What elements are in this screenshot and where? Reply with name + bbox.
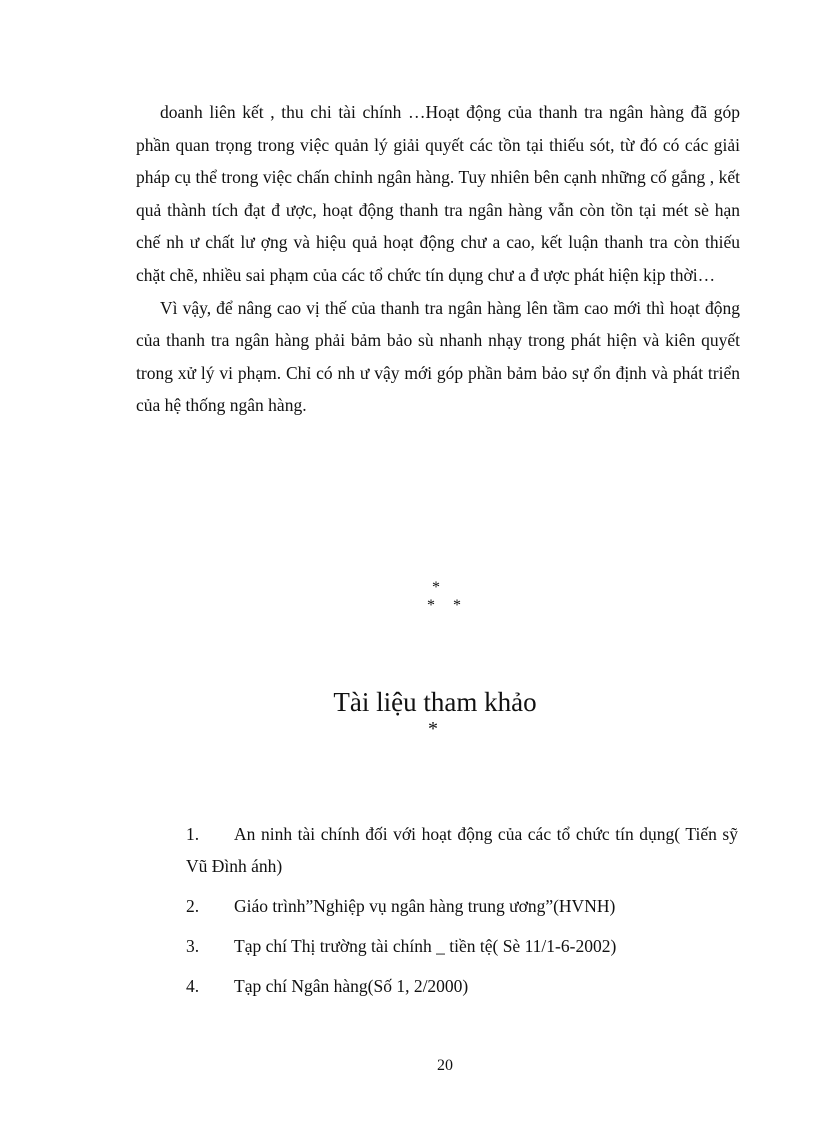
reference-text: Tạp chí Ngân hàng(Số 1, 2/2000) [234,976,469,996]
separator-star-left: * [427,597,435,614]
reference-text: An ninh tài chính đối với hoạt động của các tổ chức tín dụng( Tiến sỹ Vũ Đình ánh) [186,824,738,876]
separator-star-right: * [453,597,461,614]
reference-number: 1. [186,824,200,844]
references-list [186,818,738,1010]
reference-text: Giáo trình”Nghiệp vụ ngân hàng trung ương”(HVNH) [234,896,616,916]
reference-item [186,930,738,962]
separator-star-row [418,596,470,616]
reference-number: 2. [186,896,200,916]
reference-item [186,970,738,1002]
body-text [136,96,740,422]
reference-item [186,818,738,882]
page-number: 20 [437,1057,453,1074]
references-title: Tài liệu tham khảo [333,687,537,717]
paragraph-conclusion: doanh liên kết , thu chi tài chính …Hoạt động của thanh tra ngân hàng đã góp phần quan trọng trong việc quản lý giải quyết các tồn tại thiếu sót, từ đó có các giải pháp cụ thể trong việc chấn chỉnh ngân hàng. Tuy nhiên bên cạnh những cố gắng , kết quả thành tích đạt đ ược, hoạt động thanh tra ngân hàng vẫn còn tồn tại mét sè hạn chế nh ư chất lư ợng và hiệu quả hoạt động chư a cao, kết luận thanh tra còn thiếu chặt chẽ, nhiều sai phạm của các tổ chức tín dụng chư a đ ược phát hiện kịp thời… [136,102,740,285]
reference-item [186,890,738,922]
reference-number: 4. [186,976,200,996]
reference-text: Tạp chí Thị trường tài chính _ tiền tệ( Sè 11/1-6-2002) [234,936,617,956]
references-title-star: * [428,718,438,740]
paragraph-recommendation: Vì vậy, để nâng cao vị thế của thanh tra ngân hàng lên tầm cao mới thì hoạt động của thanh tra ngân hàng phải bảm bảo sù nhanh nhạy trong phát hiện và kiên quyết trong xử lý vi phạm. Chỉ có nh ư vậy mới góp phần bảm bảo sự ổn định và phát triển của hệ thống ngân hàng. [136,297,740,416]
reference-number: 3. [186,936,200,956]
separator-star-top: * [432,579,440,596]
